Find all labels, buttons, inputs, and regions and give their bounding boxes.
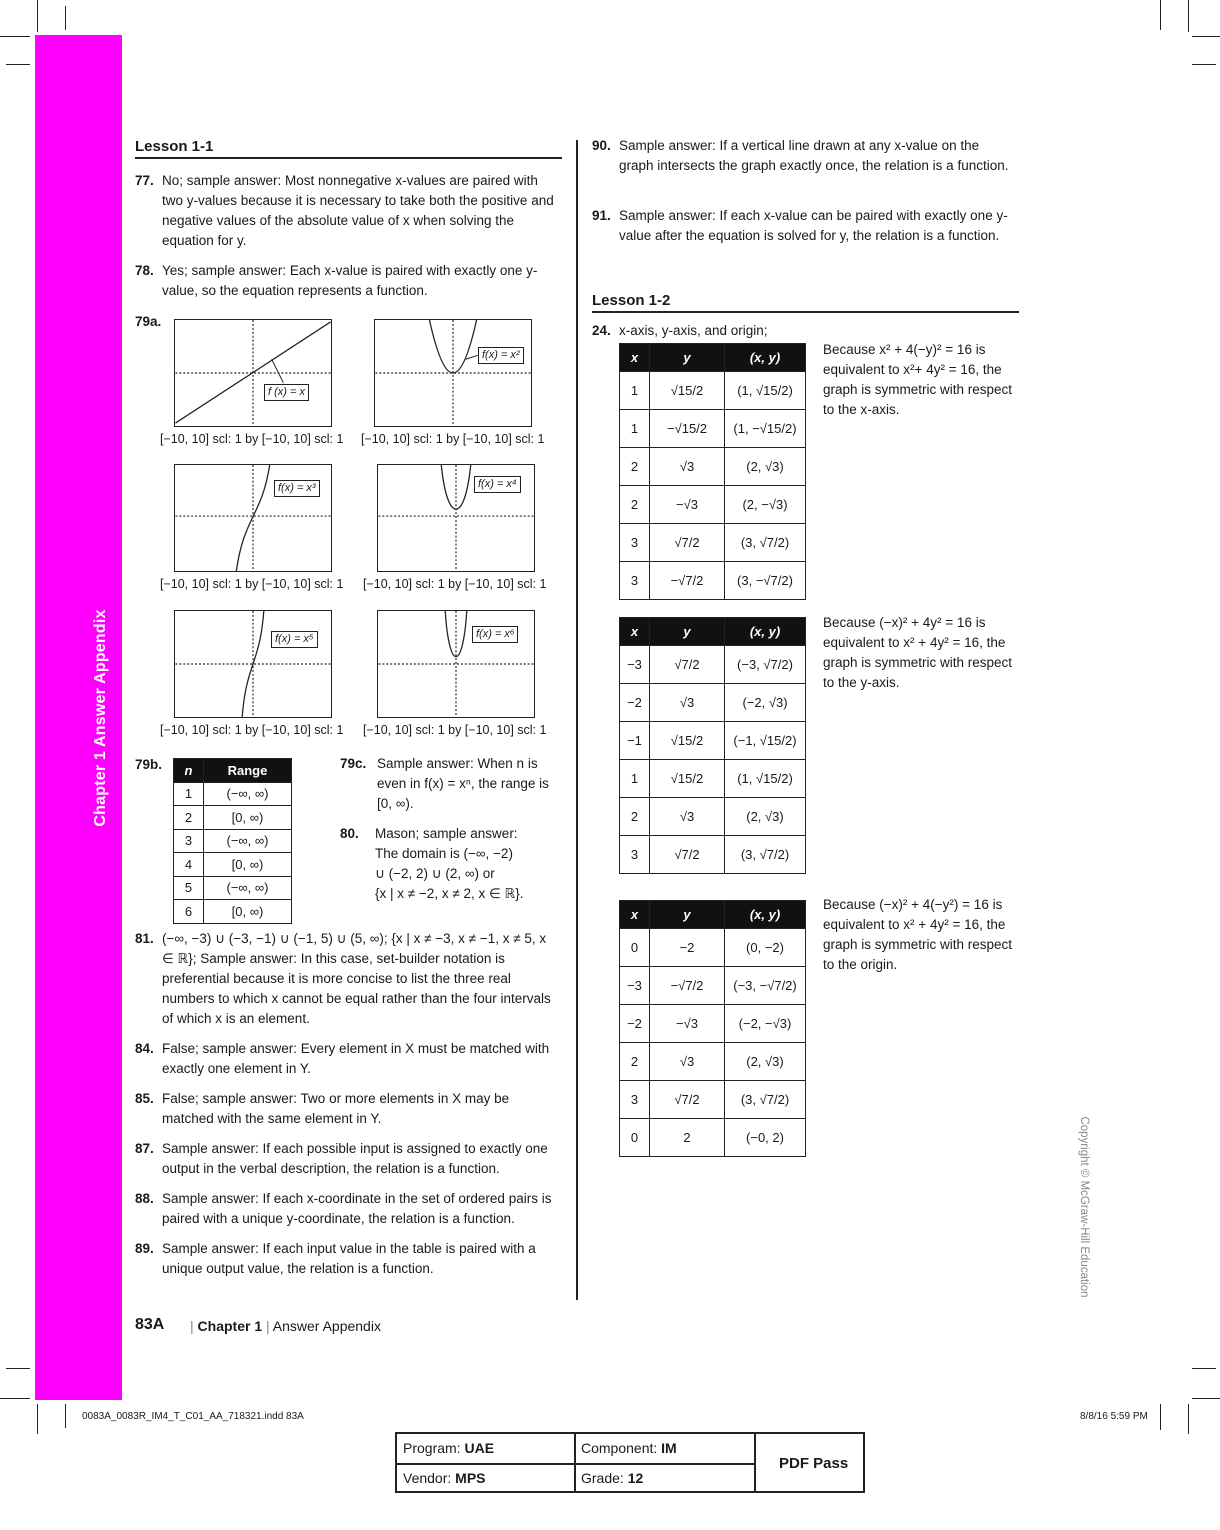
item-number: 87. — [135, 1141, 154, 1156]
cell: (1, √15/2) — [725, 760, 806, 798]
cell: −1 — [620, 722, 650, 760]
answer-item — [135, 171, 560, 251]
program-value: UAE — [464, 1440, 495, 1456]
item-text: False; sample answer: Two or more elements in X may be matched with the same element in Y. — [162, 1091, 510, 1126]
cell: 2 — [620, 1043, 650, 1081]
range-table — [173, 758, 292, 924]
item-text-line: The domain is (−∞, −2) — [375, 846, 513, 861]
cell: (0, −2) — [725, 929, 806, 967]
crop-mark — [0, 1398, 30, 1399]
graph-function-label: f(x) = x³ — [274, 480, 320, 497]
cell: −2 — [620, 1005, 650, 1043]
graph-plot — [175, 611, 331, 717]
cell: 1 — [620, 410, 650, 448]
cell: √15/2 — [650, 760, 725, 798]
lesson-rule — [592, 311, 1019, 313]
item-text: Sample answer: If each x-value can be paired with exactly one y-value after the equation is solved for y, the relation is a function. — [619, 208, 1008, 243]
table-row — [620, 1043, 806, 1081]
cell: −2 — [620, 684, 650, 722]
answer-item — [135, 1189, 560, 1229]
footer-section: Answer Appendix — [272, 1318, 381, 1334]
cell: √7/2 — [650, 524, 725, 562]
cell: −3 — [620, 967, 650, 1005]
answer-item — [592, 206, 1012, 246]
item-text-line: ∪ (−2, 2) ∪ (2, ∞) or — [375, 866, 495, 881]
symmetry-table-x-axis — [619, 343, 806, 600]
graph-square — [374, 319, 532, 427]
cell: (−2, −√3) — [725, 1005, 806, 1043]
table-row — [174, 876, 292, 900]
item-number: 79c. — [340, 756, 367, 771]
cell: 0 — [620, 929, 650, 967]
cell: √7/2 — [650, 646, 725, 684]
item-number: 78. — [135, 263, 154, 278]
crop-mark — [1192, 64, 1216, 65]
grade-cell — [575, 1464, 643, 1493]
cell: 1 — [174, 782, 204, 806]
graph-function-label: f (x) = x — [264, 384, 309, 401]
column-header: n — [174, 759, 204, 783]
cell: 5 — [174, 876, 204, 900]
symmetry-note: Because (−x)² + 4(−y²) = 16 is equivalent to x² + 4y² = 16, the graph is symmetric with respect to the origin. — [823, 897, 1013, 972]
cell: (3, √7/2) — [725, 1081, 806, 1119]
crop-mark — [6, 64, 30, 65]
cell: (2, √3) — [725, 448, 806, 486]
table-row — [620, 836, 806, 874]
table-row — [620, 760, 806, 798]
graph-plot — [375, 320, 531, 426]
cell: −√3 — [650, 1005, 725, 1043]
range-table-label: 79b. — [135, 757, 163, 772]
cell: 1 — [620, 372, 650, 410]
column-header: y — [650, 901, 725, 929]
sidebar-label: Chapter 1 Answer Appendix — [92, 609, 109, 827]
table-row — [174, 806, 292, 830]
table-row — [174, 853, 292, 877]
table-row — [620, 967, 806, 1005]
item-number: 89. — [135, 1241, 154, 1256]
item-text: (−∞, −3) ∪ (−3, −1) ∪ (−1, 5) ∪ (5, ∞); {x | x ≠ −3, x ≠ −1, x ≠ 5, x ∈ ℝ}; Sample answer: In this case, set-builder notation is preferential because it is more concise to list the three real numbers to which x cannot be equal rather than the four intervals of which x is an element. — [162, 931, 551, 1026]
table-row — [174, 782, 292, 806]
table-row — [620, 448, 806, 486]
item-number: 90. — [592, 138, 611, 153]
cell: (−∞, ∞) — [204, 829, 292, 853]
table-row — [620, 646, 806, 684]
graph-function-label: f(x) = x⁴ — [474, 476, 521, 493]
cell: √3 — [650, 684, 725, 722]
column-header: x — [620, 901, 650, 929]
crop-mark — [65, 6, 66, 30]
grade-value: 12 — [627, 1470, 644, 1486]
answer-item — [135, 261, 560, 301]
item-text: Sample answer: If a vertical line drawn at any x-value on the graph intersects the graph exactly once, the relation is a function. — [619, 138, 1009, 173]
grade-label: Grade: — [581, 1470, 624, 1486]
cell: −√15/2 — [650, 410, 725, 448]
cell: [0, ∞) — [204, 900, 292, 924]
status-label: PDF Pass — [779, 1455, 849, 1472]
item-text: False; sample answer: Every element in X must be matched with exactly one element in Y. — [162, 1041, 550, 1076]
column-header: y — [650, 344, 725, 372]
table-header-row — [620, 344, 806, 372]
table-row — [620, 410, 806, 448]
cell: (−3, −√7/2) — [725, 967, 806, 1005]
answer-item — [135, 929, 560, 1029]
table-header-row — [174, 759, 292, 783]
crop-mark — [1160, 0, 1161, 30]
production-infobox — [395, 1432, 865, 1493]
program-cell — [397, 1434, 494, 1463]
symmetry-table-origin — [619, 900, 806, 1157]
cell: (2, −√3) — [725, 486, 806, 524]
cell: 0 — [620, 1119, 650, 1157]
cell: √7/2 — [650, 1081, 725, 1119]
cell: 2 — [620, 798, 650, 836]
cell: √7/2 — [650, 836, 725, 874]
cell: (−3, √7/2) — [725, 646, 806, 684]
cell: 3 — [620, 562, 650, 600]
divider — [754, 1434, 756, 1491]
cell: (3, √7/2) — [725, 524, 806, 562]
table-row — [620, 562, 806, 600]
table-header-row — [620, 901, 806, 929]
table-row — [620, 1119, 806, 1157]
cell: (−2, √3) — [725, 684, 806, 722]
cell: [0, ∞) — [204, 806, 292, 830]
column-divider — [576, 140, 578, 1300]
file-slug: 0083A_0083R_IM4_T_C01_AA_718321.indd 83A — [82, 1411, 304, 1422]
crop-mark — [1188, 1404, 1189, 1434]
cell: (2, √3) — [725, 1043, 806, 1081]
column-header: y — [650, 618, 725, 646]
table-header-row — [620, 618, 806, 646]
cell: 3 — [620, 1081, 650, 1119]
answer-item — [592, 321, 892, 341]
crop-mark — [1192, 36, 1220, 37]
date-slug: 8/8/16 5:59 PM — [1080, 1411, 1148, 1422]
item-number: 24. — [592, 323, 611, 338]
cell: √3 — [650, 798, 725, 836]
graph-plot — [175, 320, 331, 426]
cell: 2 — [620, 486, 650, 524]
cell: 2 — [650, 1119, 725, 1157]
table-row — [174, 900, 292, 924]
graph-window: [−10, 10] scl: 1 by [−10, 10] scl: 1 — [160, 577, 344, 591]
cell: √3 — [650, 1043, 725, 1081]
symmetry-note: Because x² + 4(−y)² = 16 is equivalent to x²+ 4y² = 16, the graph is symmetric with respect to the x-axis. — [823, 342, 1013, 417]
item-number: 91. — [592, 208, 611, 223]
cell: 3 — [620, 836, 650, 874]
graph-window: [−10, 10] scl: 1 by [−10, 10] scl: 1 — [363, 577, 547, 591]
cell: √3 — [650, 448, 725, 486]
graph-function-label: f(x) = x⁵ — [271, 631, 318, 648]
cell: (−0, 2) — [725, 1119, 806, 1157]
footer-chapter-title: Chapter 1 — [197, 1318, 263, 1334]
page-number: 83A — [135, 1316, 165, 1333]
cell: −√7/2 — [650, 562, 725, 600]
footer-chapter: | Chapter 1 | Answer Appendix — [190, 1318, 381, 1334]
cell: −3 — [620, 646, 650, 684]
table-row — [620, 524, 806, 562]
crop-mark — [6, 1368, 30, 1369]
item-number: 81. — [135, 931, 154, 946]
graph-window: [−10, 10] scl: 1 by [−10, 10] scl: 1 — [363, 723, 547, 737]
crop-mark — [37, 0, 38, 32]
lesson-rule — [135, 157, 562, 159]
answer-item — [135, 1039, 560, 1079]
item-text: Sample answer: If each possible input is assigned to exactly one output in the verbal description, the relation is a function. — [162, 1141, 548, 1176]
graph-quintic — [174, 610, 332, 718]
component-value: IM — [661, 1440, 677, 1456]
cell: (3, −√7/2) — [725, 562, 806, 600]
cell: 3 — [620, 524, 650, 562]
item-number: 84. — [135, 1041, 154, 1056]
cell: (3, √7/2) — [725, 836, 806, 874]
cell: (1, −√15/2) — [725, 410, 806, 448]
graph-window: [−10, 10] scl: 1 by [−10, 10] scl: 1 — [361, 432, 545, 446]
table-row — [620, 798, 806, 836]
column-header: (x, y) — [725, 344, 806, 372]
column-header: (x, y) — [725, 901, 806, 929]
cell: 6 — [174, 900, 204, 924]
cell: (2, √3) — [725, 798, 806, 836]
cell: [0, ∞) — [204, 853, 292, 877]
cell: (1, √15/2) — [725, 372, 806, 410]
table-row — [620, 1005, 806, 1043]
table-row — [620, 1081, 806, 1119]
item-number: 77. — [135, 173, 154, 188]
vendor-label: Vendor: — [403, 1470, 452, 1486]
vendor-cell — [397, 1464, 486, 1493]
item-number: 88. — [135, 1191, 154, 1206]
cell: 4 — [174, 853, 204, 877]
item-text: Sample answer: If each input value in the table is paired with a unique output value, the relation is a function. — [162, 1241, 536, 1276]
answer-item — [592, 136, 1012, 176]
symmetry-table-y-axis — [619, 617, 806, 874]
cell: 2 — [174, 806, 204, 830]
cell: 3 — [174, 829, 204, 853]
item-text-line: {x | x ≠ −2, x ≠ 2, x ∈ ℝ}. — [375, 886, 524, 901]
lesson-title: Lesson 1-1 — [135, 138, 214, 155]
cell: 2 — [620, 448, 650, 486]
answer-item — [340, 824, 560, 904]
cell: −2 — [650, 929, 725, 967]
item-text: Sample answer: When n is even in f(x) = xⁿ, the range is [0, ∞). — [377, 756, 549, 811]
cell: √15/2 — [650, 372, 725, 410]
column-header: Range — [204, 759, 292, 783]
column-header: x — [620, 618, 650, 646]
item-text-line: Mason; sample answer: — [375, 826, 518, 841]
table-row — [620, 929, 806, 967]
column-header: (x, y) — [725, 618, 806, 646]
graph-linear — [174, 319, 332, 427]
answer-item — [135, 1139, 560, 1179]
table-row — [174, 829, 292, 853]
graph-function-label: f(x) = x² — [478, 347, 524, 364]
graph-window: [−10, 10] scl: 1 by [−10, 10] scl: 1 — [160, 723, 344, 737]
item-text: Yes; sample answer: Each x-value is paired with exactly one y-value, so the equation represents a function. — [162, 263, 538, 298]
vendor-value: MPS — [455, 1470, 486, 1486]
table-row — [620, 722, 806, 760]
answer-item — [135, 1089, 560, 1129]
table-row — [620, 372, 806, 410]
crop-mark — [65, 1404, 66, 1428]
crop-mark — [0, 36, 30, 37]
crop-mark — [37, 1404, 38, 1434]
cell: (−∞, ∞) — [204, 782, 292, 806]
symmetry-note: Because (−x)² + 4y² = 16 is equivalent to x² + 4y² = 16, the graph is symmetric with respect to the y-axis. — [823, 615, 1013, 690]
graph-window: [−10, 10] scl: 1 by [−10, 10] scl: 1 — [160, 432, 344, 446]
component-cell — [575, 1434, 677, 1463]
item-number: 85. — [135, 1091, 154, 1106]
program-label: Program: — [403, 1440, 461, 1456]
item-text: No; sample answer: Most nonnegative x-values are paired with two y-values because it is necessary to take both the positive and negative values of the absolute value of x when solving the equation for y. — [162, 173, 554, 248]
item-number: 80. — [340, 826, 359, 841]
answer-item — [340, 754, 555, 814]
table-row — [620, 486, 806, 524]
item-text: x-axis, y-axis, and origin; — [619, 323, 768, 338]
component-label: Component: — [581, 1440, 658, 1456]
crop-mark — [1192, 1368, 1216, 1369]
graphs-label: 79a. — [135, 314, 162, 329]
cell: −√3 — [650, 486, 725, 524]
table-row — [620, 684, 806, 722]
cell: 1 — [620, 760, 650, 798]
item-text: Sample answer: If each x-coordinate in the set of ordered pairs is paired with a unique y-coordinate, the relation is a function. — [162, 1191, 552, 1226]
cell: √15/2 — [650, 722, 725, 760]
cell: −√7/2 — [650, 967, 725, 1005]
crop-mark — [1188, 0, 1189, 32]
copyright: Copyright © McGraw-Hill Education — [1078, 1116, 1090, 1298]
lesson-title: Lesson 1-2 — [592, 292, 671, 309]
crop-mark — [1160, 1404, 1161, 1430]
crop-mark — [1192, 1398, 1220, 1399]
column-header: x — [620, 344, 650, 372]
cell: (−∞, ∞) — [204, 876, 292, 900]
answer-item — [135, 1239, 560, 1279]
cell: (−1, √15/2) — [725, 722, 806, 760]
graph-function-label: f(x) = x⁶ — [472, 626, 518, 643]
